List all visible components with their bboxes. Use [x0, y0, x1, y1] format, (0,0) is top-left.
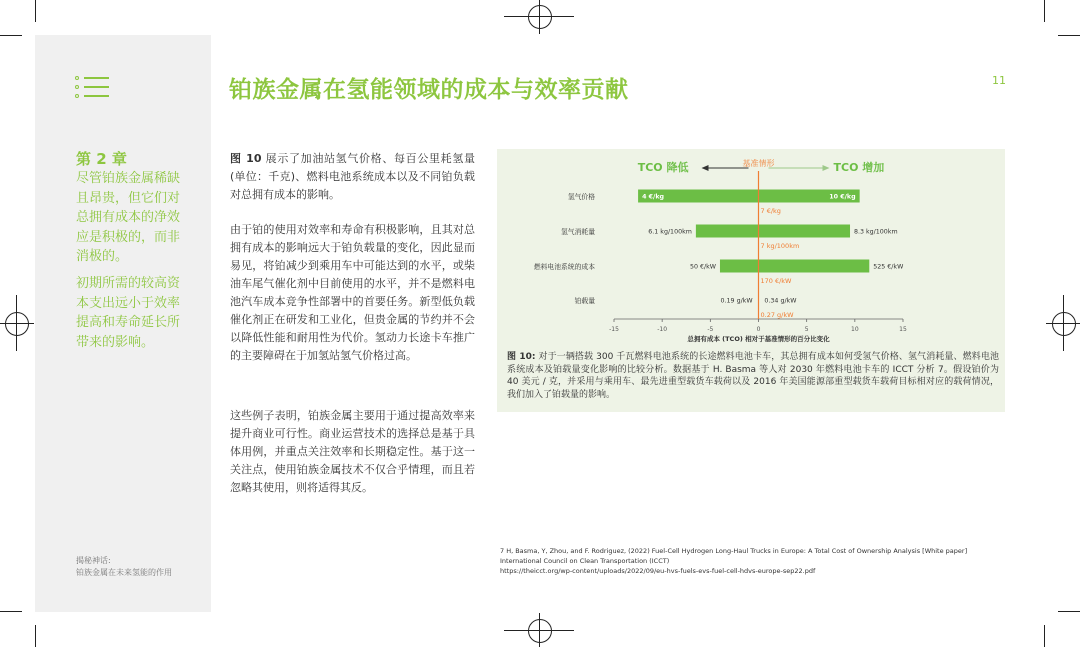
- bar-low-label: 50 €/kW: [689, 263, 716, 271]
- tco-lower-label: TCO 降低: [637, 161, 689, 174]
- registration-mark: [539, 0, 540, 34]
- tornado-chart: [497, 149, 1005, 349]
- registration-mark: [0, 323, 34, 324]
- crop-mark: [1058, 35, 1080, 36]
- caption-text: 对于一辆搭载 300 千瓦燃料电池系统的长途燃料电池卡车，其总拥有成本如何受氢气价格、氢气消耗量、燃料电池系统成本及铂载量变化影响的比较分析。数据基于 H. Basma 等人对 2030 年燃料电池卡车的 ICCT 分析 7。假设铂价为 40 美元 / 克，并采用与乘用车、最先进重型载货车载荷以及 2016 年美国能源部重型载货车载荷目标相对应的载荷情况，我们加入了铂载量的影响。: [507, 352, 1000, 400]
- crop-mark: [0, 35, 22, 36]
- footnote-url: https://theicct.org/wp-content/uploads/2022/09/eu-hvs-fuels-evs-fuel-cell-hdvs-europe-sep22.pdf: [500, 567, 816, 575]
- sidebar-summary-1: [76, 169, 200, 267]
- baseline-value-label: 170 €/kW: [760, 277, 792, 285]
- baseline-value-label: 0.27 g/kW: [760, 311, 794, 319]
- sidebar-line: 带来的影响。: [76, 334, 155, 350]
- tornado-bar: [720, 260, 869, 273]
- category-label: 燃料电池系统的成本: [533, 263, 595, 271]
- bar-high-label: 10 €/kg: [829, 193, 856, 201]
- x-tick-label: 10: [851, 326, 859, 333]
- category-label: 氢气价格: [567, 193, 595, 201]
- chapter-label: 第 2 章: [76, 150, 127, 168]
- page-title: 铂族金属在氢能领域的成本与效率贡献: [229, 77, 629, 103]
- crop-mark: [0, 611, 22, 612]
- figure-caption: [507, 351, 999, 401]
- tornado-bar: [696, 225, 850, 238]
- bar-high-label: 8.3 kg/100km: [854, 228, 898, 236]
- tornado-bar: [638, 190, 860, 203]
- x-tick-label: 15: [899, 326, 907, 333]
- body-paragraph: 由于铂的使用对效率和寿命有积极影响，且其对总拥有成本的影响远大于铂负载量的变化，因此显而易见，将铂减少到乘用车中可能达到的水平，或柴油车尾气催化剂中目前使用的水平，并不是燃料电池汽车成本竞争性部署中的首要任务。新型低负载催化剂正在研发和工业化，但贵金属的节约并不会以降低性能和耐用性为代价。氢动力长途卡车推广的主要障碍在于加氢站氢气价格过高。: [230, 223, 475, 362]
- crop-mark: [1044, 0, 1045, 22]
- sidebar-line: 且昂贵，但它们对: [76, 190, 181, 206]
- tco-higher-label: TCO 增加: [833, 161, 885, 174]
- x-axis-label: 总拥有成本 (TCO) 相对于基准情形的百分比变化: [687, 335, 830, 343]
- sidebar-line: 应是积极的，而非: [76, 229, 181, 245]
- body-paragraph: 这些例子表明，铂族金属主要用于通过提高效率来提升商业可行性。商业运营技术的选择总是基于具体用例，并重点关注效率和长期稳定性。基于这一关注点，使用铂族金属技术不仅合乎情理，而且若忽略其使用，则将适得其反。: [230, 409, 475, 494]
- arrow-right-icon: [823, 165, 830, 171]
- paragraph-text: 展示了加油站氢气价格、每百公里耗氢量(单位：千克)、燃料电池系统成本以及不同铂负载对总拥有成本的影响。: [230, 152, 476, 201]
- category-label: 铂载量: [574, 297, 595, 305]
- category-label: 氢气消耗量: [561, 228, 595, 236]
- registration-mark: [5, 312, 29, 336]
- x-tick-label: -5: [707, 326, 714, 333]
- registration-mark: [528, 5, 552, 29]
- page-number: 11: [992, 74, 1006, 87]
- list-icon: [75, 76, 109, 98]
- crop-mark: [35, 625, 36, 647]
- registration-mark: [1052, 312, 1076, 336]
- running-footer-subtitle: 铂族金属在未来氢能的作用: [76, 568, 172, 577]
- crop-mark: [1044, 625, 1045, 647]
- x-tick-label: -15: [609, 326, 619, 333]
- x-tick-label: 0: [756, 326, 761, 333]
- registration-mark: [528, 619, 552, 643]
- arrow-left-icon: [702, 165, 709, 171]
- caption-label: 图 10:: [507, 352, 536, 362]
- sidebar-line: 本支出远小于效率: [76, 295, 181, 311]
- sidebar-line: 提高和寿命延长所: [76, 315, 181, 330]
- body-paragraph: [230, 150, 475, 204]
- bar-high-label: 0.34 g/kW: [764, 297, 797, 305]
- sidebar-line: 消极的。: [76, 249, 129, 264]
- baseline-value-label: 7 kg/100km: [760, 242, 800, 250]
- registration-mark: [16, 295, 17, 351]
- sidebar-line: 尽管铂族金属稀缺: [76, 171, 181, 186]
- bar-low-label: 4 €/kg: [642, 193, 665, 201]
- bar-low-label: 6.1 kg/100km: [648, 228, 692, 236]
- registration-mark: [1063, 295, 1064, 351]
- bar-high-label: 525 €/kW: [873, 263, 904, 271]
- registration-mark: [539, 613, 540, 647]
- sidebar-line: 总拥有成本的净效: [76, 210, 181, 225]
- sidebar-line: 初期所需的较高资: [76, 276, 181, 291]
- x-tick-label: 5: [804, 326, 809, 333]
- running-footer-title: 揭秘神话:: [76, 556, 111, 565]
- figure-reference: 图 10: [230, 152, 262, 165]
- bar-low-label: 0.19 g/kW: [720, 297, 753, 305]
- footnote: 7 H, Basma, Y, Zhou, and F. Rodriguez, (2022) Fuel-Cell Hydrogen Long-Haul Trucks in Europe: A Total Cost of Ownership Analysis [White paper] International Council on Clean Transportation (ICCT): [500, 547, 968, 565]
- crop-mark: [1058, 611, 1080, 612]
- baseline-value-label: 7 €/kg: [760, 207, 781, 215]
- baseline-label: 基准情形: [742, 159, 775, 168]
- sidebar-summary-2: [76, 274, 200, 352]
- crop-mark: [35, 0, 36, 22]
- x-tick-label: -10: [657, 326, 668, 333]
